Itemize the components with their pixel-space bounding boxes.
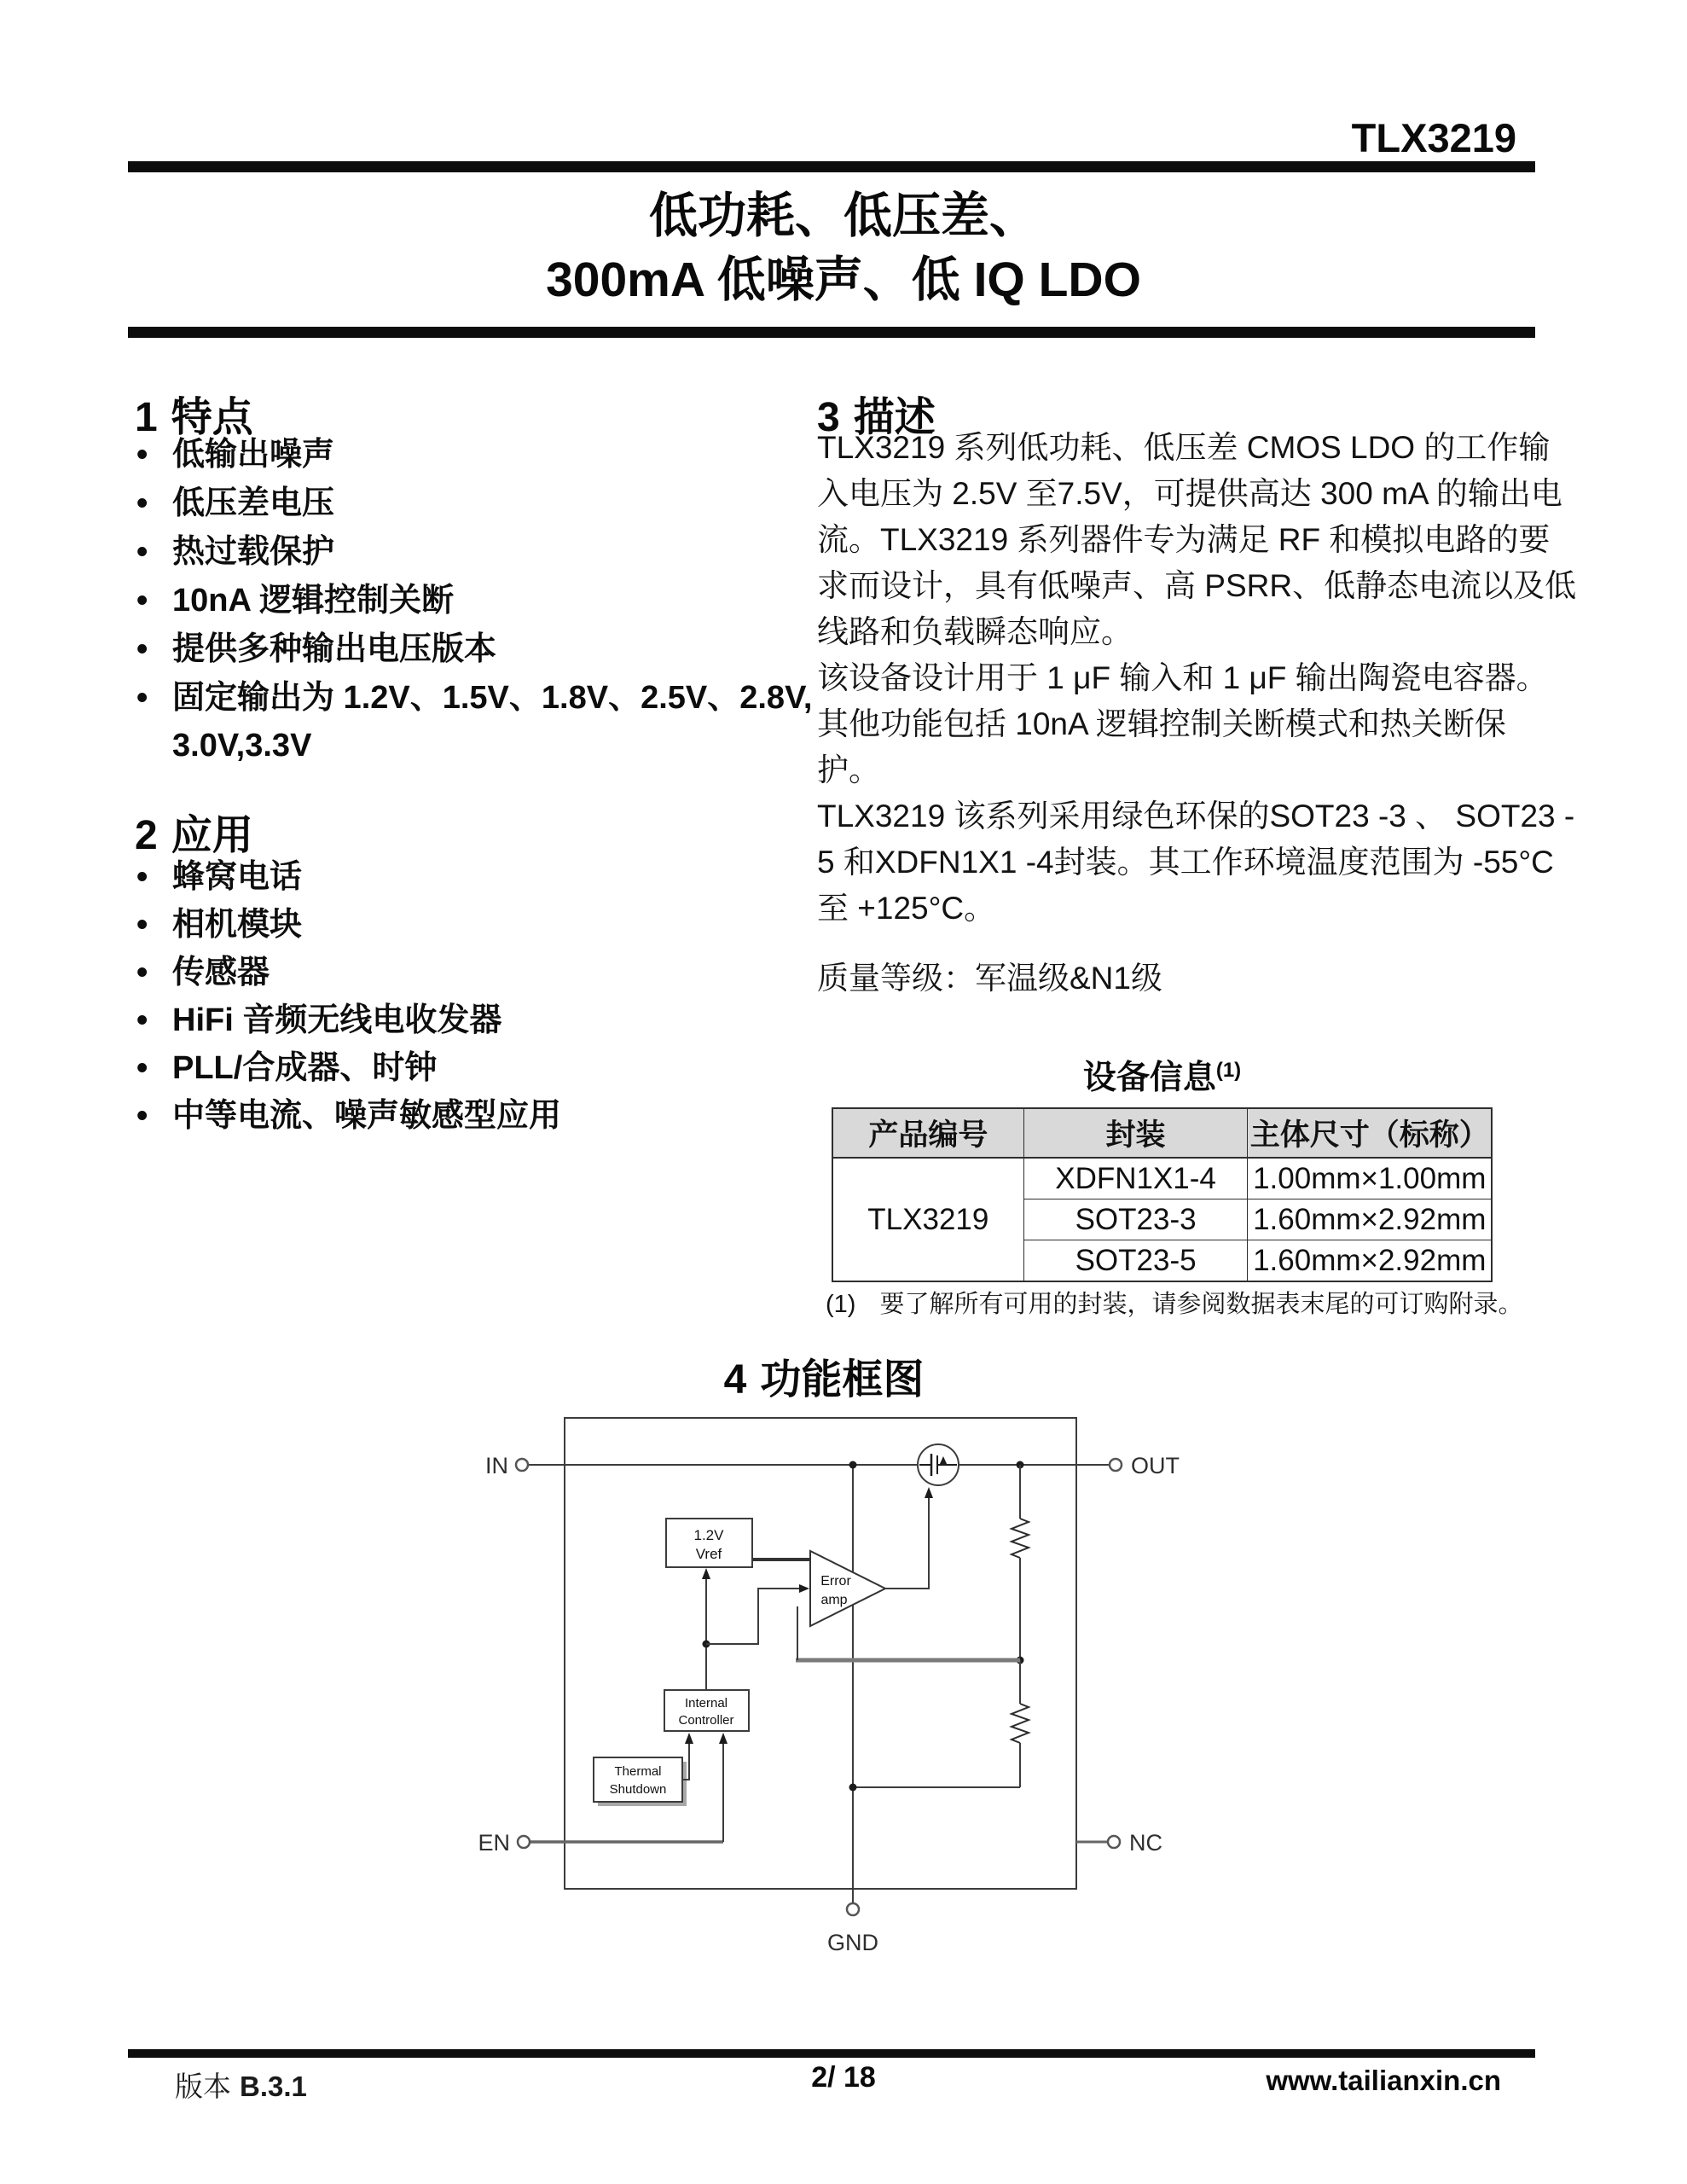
junction-dot xyxy=(849,1784,857,1792)
column-header-package: 封装 xyxy=(1023,1108,1248,1158)
block-diagram-heading xyxy=(449,1346,1199,1405)
list-item: • PLL/合成器、时钟 xyxy=(135,1044,826,1092)
features-list xyxy=(135,431,826,770)
device-info-title xyxy=(832,1051,1493,1099)
version-label: 版本 xyxy=(175,2071,231,2102)
description-paragraph xyxy=(817,425,1577,932)
controller-label-line1: Internal xyxy=(684,1696,728,1711)
list-item: • 传感器 xyxy=(135,949,826,996)
device-info-table xyxy=(832,1107,1493,1282)
footer-website: www.tailianxin.cn xyxy=(1266,2065,1501,2096)
table-header-row xyxy=(832,1108,1492,1158)
error-amp-label-line1: Error xyxy=(820,1574,851,1589)
version-number: B.3.1 xyxy=(240,2071,307,2102)
device-info-title-superscript: (1) xyxy=(1215,1059,1242,1082)
size-cell: 1.60mm×2.92mm xyxy=(1248,1240,1492,1282)
list-item: • 相机模块 xyxy=(135,901,826,949)
arrowhead-right xyxy=(799,1584,809,1593)
description-heading-number: 3 xyxy=(817,395,840,440)
page-number: 2/ 18 xyxy=(811,2061,876,2094)
block-diagram-heading-text: 功能框图 xyxy=(760,1357,925,1403)
size-cell: 1.00mm×1.00mm xyxy=(1248,1158,1492,1199)
amp-output-wire xyxy=(885,1496,929,1589)
features-heading-text: 特点 xyxy=(171,395,253,440)
vref-label-line2: Vref xyxy=(695,1546,722,1562)
out-terminal xyxy=(1110,1459,1122,1471)
en-terminal xyxy=(518,1836,530,1848)
controller-to-amp-wire xyxy=(706,1589,800,1644)
description-line: 护。 xyxy=(817,752,880,787)
in-pin-label: IN xyxy=(485,1453,508,1478)
description-line: 该设备设计用于 1 μF 输入和 1 μF 输出陶瓷电容器。 xyxy=(817,660,1548,695)
thermal-label-line2: Shutdown xyxy=(609,1782,667,1797)
document-number: TLX3219 xyxy=(1351,115,1516,160)
device-info-title-text: 设备信息 xyxy=(1082,1060,1216,1096)
header-rule xyxy=(128,161,1535,172)
error-amp xyxy=(810,1551,885,1626)
controller-label-line2: Controller xyxy=(678,1713,734,1728)
arrowhead-up xyxy=(685,1733,693,1744)
applications-list xyxy=(135,853,826,1140)
footnote-marker: (1) xyxy=(826,1291,856,1318)
description-line: TLX3219 系列低功耗、低压差 CMOS LDO 的工作输 xyxy=(817,430,1551,465)
thermal-label-line1: Thermal xyxy=(614,1764,662,1779)
arrowhead-up xyxy=(719,1733,728,1744)
resistor-r1 xyxy=(1012,1519,1029,1558)
description-line: 线路和负载瞬态响应。 xyxy=(817,614,1133,649)
title-rule xyxy=(128,327,1535,338)
page-title-line2: 300mA 低噪声、低 IQ LDO xyxy=(546,253,1141,307)
footer-rule xyxy=(128,2049,1535,2058)
junction-dot xyxy=(849,1461,857,1469)
column-header-part-number: 产品编号 xyxy=(832,1108,1023,1158)
list-item: • 10nA 逻辑控制关断 xyxy=(135,577,826,625)
applications-heading-text: 应用 xyxy=(171,813,253,858)
description-heading-text: 描述 xyxy=(853,395,936,440)
package-cell: XDFN1X1-4 xyxy=(1023,1158,1248,1199)
package-cell: SOT23-5 xyxy=(1023,1240,1248,1282)
list-item: • 低压差电压 xyxy=(135,479,826,528)
list-item: • 热过载保护 xyxy=(135,528,826,577)
arrowhead-up xyxy=(702,1568,710,1579)
error-amp-label-line2: amp xyxy=(820,1593,848,1607)
arrowhead-up xyxy=(925,1487,933,1498)
description-line: TLX3219 该系列采用绿色环保的SOT23 -3 、 SOT23 - xyxy=(817,799,1575,834)
package-cell: SOT23-3 xyxy=(1023,1199,1248,1240)
applications-heading xyxy=(135,802,253,861)
nc-pin-label: NC xyxy=(1129,1830,1162,1856)
nc-terminal xyxy=(1108,1836,1120,1848)
page-title xyxy=(0,184,1687,312)
table-footnote xyxy=(826,1285,1522,1320)
quality-grade-line: 质量等级：军温级&N1级 xyxy=(817,961,1162,996)
footnote-text: 要了解所有可用的封装，请参阅数据表末尾的可订购附录。 xyxy=(879,1291,1523,1318)
size-cell: 1.60mm×2.92mm xyxy=(1248,1199,1492,1240)
description-line: 流。TLX3219 系列器件专为满足 RF 和模拟电路的要 xyxy=(817,522,1551,557)
list-item: • 低输出噪声 xyxy=(135,431,826,479)
column-header-body-size: 主体尺寸（标称） xyxy=(1248,1108,1492,1158)
gnd-terminal xyxy=(847,1903,859,1915)
list-item: • HiFi 音频无线电收发器 xyxy=(135,996,826,1044)
list-item-continuation: 3.0V,3.3V xyxy=(172,728,312,764)
list-item: • 固定输出为 1.2V、1.5V、1.8V、2.5V、2.8V, xyxy=(135,674,826,723)
en-pin-label: EN xyxy=(478,1830,510,1856)
in-terminal xyxy=(516,1459,528,1471)
description-line: 入电压为 2.5V 至7.5V，可提供高达 300 mA 的输出电 xyxy=(817,476,1562,511)
list-item: • 提供多种输出电压版本 xyxy=(135,625,826,674)
block-diagram-heading-number: 4 xyxy=(723,1357,747,1403)
description-line: 求而设计，具有低噪声、高 PSRR、低静态电流以及低 xyxy=(817,568,1577,603)
list-item: • 中等电流、噪声敏感型应用 xyxy=(135,1092,826,1140)
vref-label-line1: 1.2V xyxy=(693,1527,724,1543)
description-line: 5 和XDFN1X1 -4封装。其工作环境温度范围为 -55°C xyxy=(817,845,1554,880)
resistor-r2 xyxy=(1012,1704,1029,1743)
list-item: • 蜂窝电话 xyxy=(135,853,826,901)
part-number-cell: TLX3219 xyxy=(832,1158,1023,1281)
description-line: 其他功能包括 10nA 逻辑控制关断模式和热关断保 xyxy=(817,706,1506,741)
description-line: 至 +125°C。 xyxy=(817,891,996,926)
table-row xyxy=(832,1158,1492,1199)
features-heading-number: 1 xyxy=(135,395,158,440)
out-pin-label: OUT xyxy=(1131,1453,1180,1478)
functional-block-diagram xyxy=(461,1401,1211,1981)
chip-boundary xyxy=(565,1418,1076,1889)
gnd-pin-label: GND xyxy=(827,1930,878,1955)
page-title-line1: 低功耗、低压差、 xyxy=(649,189,1038,243)
applications-heading-number: 2 xyxy=(135,813,158,858)
